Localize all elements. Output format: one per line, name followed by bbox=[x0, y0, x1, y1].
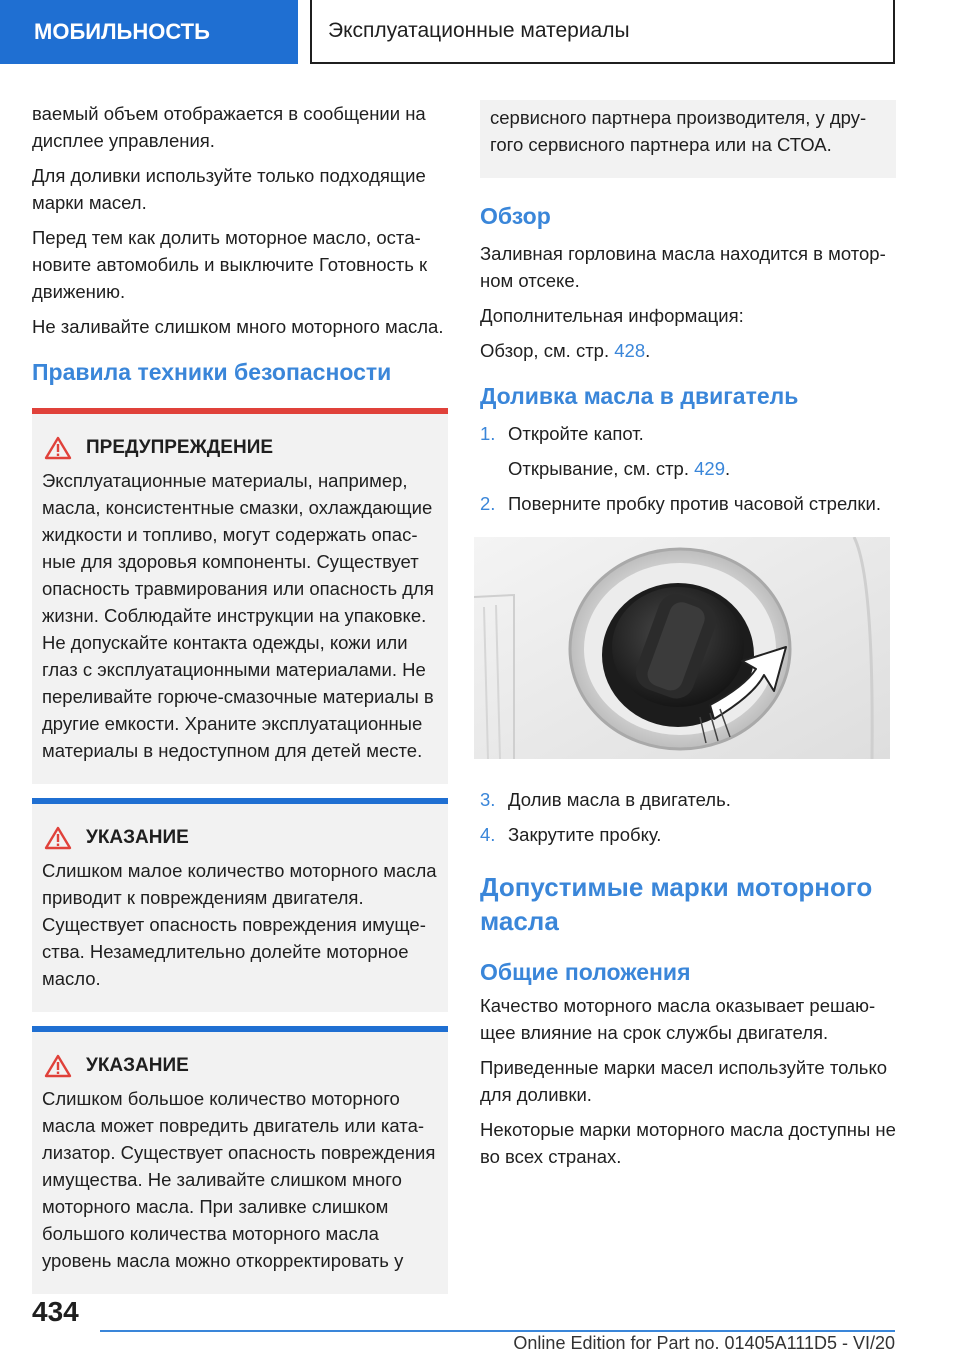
paragraph: Для доливки используйте только подходящие марки масел. bbox=[32, 165, 426, 213]
step-text: Долив масла в двигатель. bbox=[508, 789, 731, 810]
page-number: 434 bbox=[32, 1296, 79, 1327]
paragraph: Дополнительная информация: bbox=[480, 305, 744, 326]
step-number: 2. bbox=[480, 493, 496, 514]
paragraph: Некоторые марки моторного масла доступны не во всех странах. bbox=[480, 1119, 896, 1167]
page-link-429[interactable]: 429 bbox=[694, 458, 725, 479]
overview-reference bbox=[480, 337, 896, 364]
right-column bbox=[480, 100, 896, 1178]
step-number: 1. bbox=[480, 423, 496, 444]
warning-triangle-icon bbox=[44, 826, 72, 850]
notice-text: Слишком большое количество моторного масла может повредить двигатель или катализатор. Существует опасность повреждения имущества. Не заливайте слишком много моторного масла. При заливке слишком большого количества моторного масла уровень масла можно откорректировать у bbox=[42, 1088, 436, 1271]
notice-box bbox=[32, 1026, 448, 1294]
step-item bbox=[480, 490, 896, 517]
approved-oils-heading: Допустимые марки моторного масла bbox=[480, 872, 873, 936]
step-text: Поверните пробку против часовой стрелки. bbox=[508, 493, 881, 514]
overview-heading: Обзор bbox=[480, 203, 551, 229]
footer-divider bbox=[100, 1330, 895, 1332]
general-heading: Общие положения bbox=[480, 959, 691, 985]
refill-heading: Доливка масла в двигатель bbox=[480, 383, 799, 409]
warning-box bbox=[32, 408, 448, 784]
paragraph: Приведенные марки масел используйте только для доливки. bbox=[480, 1057, 888, 1105]
paragraph: Заливная горловина масла находится в моторном отсеке. bbox=[480, 243, 886, 291]
oil-cap-photo bbox=[474, 537, 890, 759]
reference-prefix: Открывание, см. стр. bbox=[508, 458, 695, 479]
step-number: 3. bbox=[480, 789, 496, 810]
notice-header bbox=[42, 1052, 438, 1079]
step-text: Откройте капот. bbox=[508, 423, 644, 444]
step-item bbox=[480, 821, 896, 848]
reference-suffix: . bbox=[725, 458, 731, 479]
paragraph: Перед тем как долить моторное масло, остановите автомобиль и выключите Готовность к движению. bbox=[32, 227, 428, 302]
section-tab: МОБИЛЬНОСТЬ bbox=[0, 0, 298, 64]
continued-notice-box bbox=[480, 100, 896, 178]
notice-text: Слишком малое количество моторного масла приводит к повреждениям двигателя. Существует опасность повреждения имущества. Незамедлительно долейте моторное масло. bbox=[42, 860, 437, 989]
notice-box bbox=[32, 798, 448, 1012]
notice-title: УКАЗАНИЕ bbox=[86, 827, 189, 848]
paragraph: Не заливайте слишком много моторного масла. bbox=[32, 316, 444, 337]
chapter-title: Эксплуатационные материалы bbox=[310, 0, 895, 64]
warning-triangle-icon bbox=[44, 436, 72, 460]
left-column bbox=[32, 100, 448, 1308]
reference-suffix: . bbox=[645, 340, 651, 361]
notice-continued-text: сервисного партнера производителя, у другого сервисного партнера или на СТОА. bbox=[490, 107, 867, 155]
step-number: 4. bbox=[480, 824, 496, 845]
step-item bbox=[480, 786, 896, 813]
notice-title: УКАЗАНИЕ bbox=[86, 1055, 189, 1076]
page-link-428[interactable]: 428 bbox=[614, 340, 646, 361]
edition-text: Online Edition for Part no. 01405A111D5 - VI/20 bbox=[513, 1333, 895, 1353]
step-item bbox=[480, 420, 896, 447]
warning-header bbox=[42, 434, 438, 461]
reference-prefix: Обзор, см. стр. bbox=[480, 340, 615, 361]
step-text: Закрутите пробку. bbox=[508, 824, 662, 845]
paragraph: Качество моторного масла оказывает решающее влияние на срок службы двигателя. bbox=[480, 995, 876, 1043]
warning-triangle-icon bbox=[44, 1054, 72, 1078]
warning-text: Эксплуатационные материалы, например, масла, консистентные смазки, охлаждающие жидкости и топливо, могут содержать опасные для здоровья компоненты. Существует опасность травмирования или опасность для жизни. Соблюдайте инструкции на упаковке. Не допускайте контакта одежды, кожи или глаз с эксплуатационными материалами. Не переливайте горюче-смазочные материалы в другие емкости. Храните эксплуатационные материалы в недоступном для детей месте. bbox=[42, 470, 434, 761]
paragraph: ваемый объем отображается в сообщении на дисплее управления. bbox=[32, 103, 426, 151]
notice-header bbox=[42, 824, 438, 851]
step-reference bbox=[480, 455, 896, 482]
warning-title: ПРЕДУПРЕЖДЕНИЕ bbox=[86, 437, 274, 458]
safety-heading: Правила техники безопасности bbox=[32, 359, 392, 385]
